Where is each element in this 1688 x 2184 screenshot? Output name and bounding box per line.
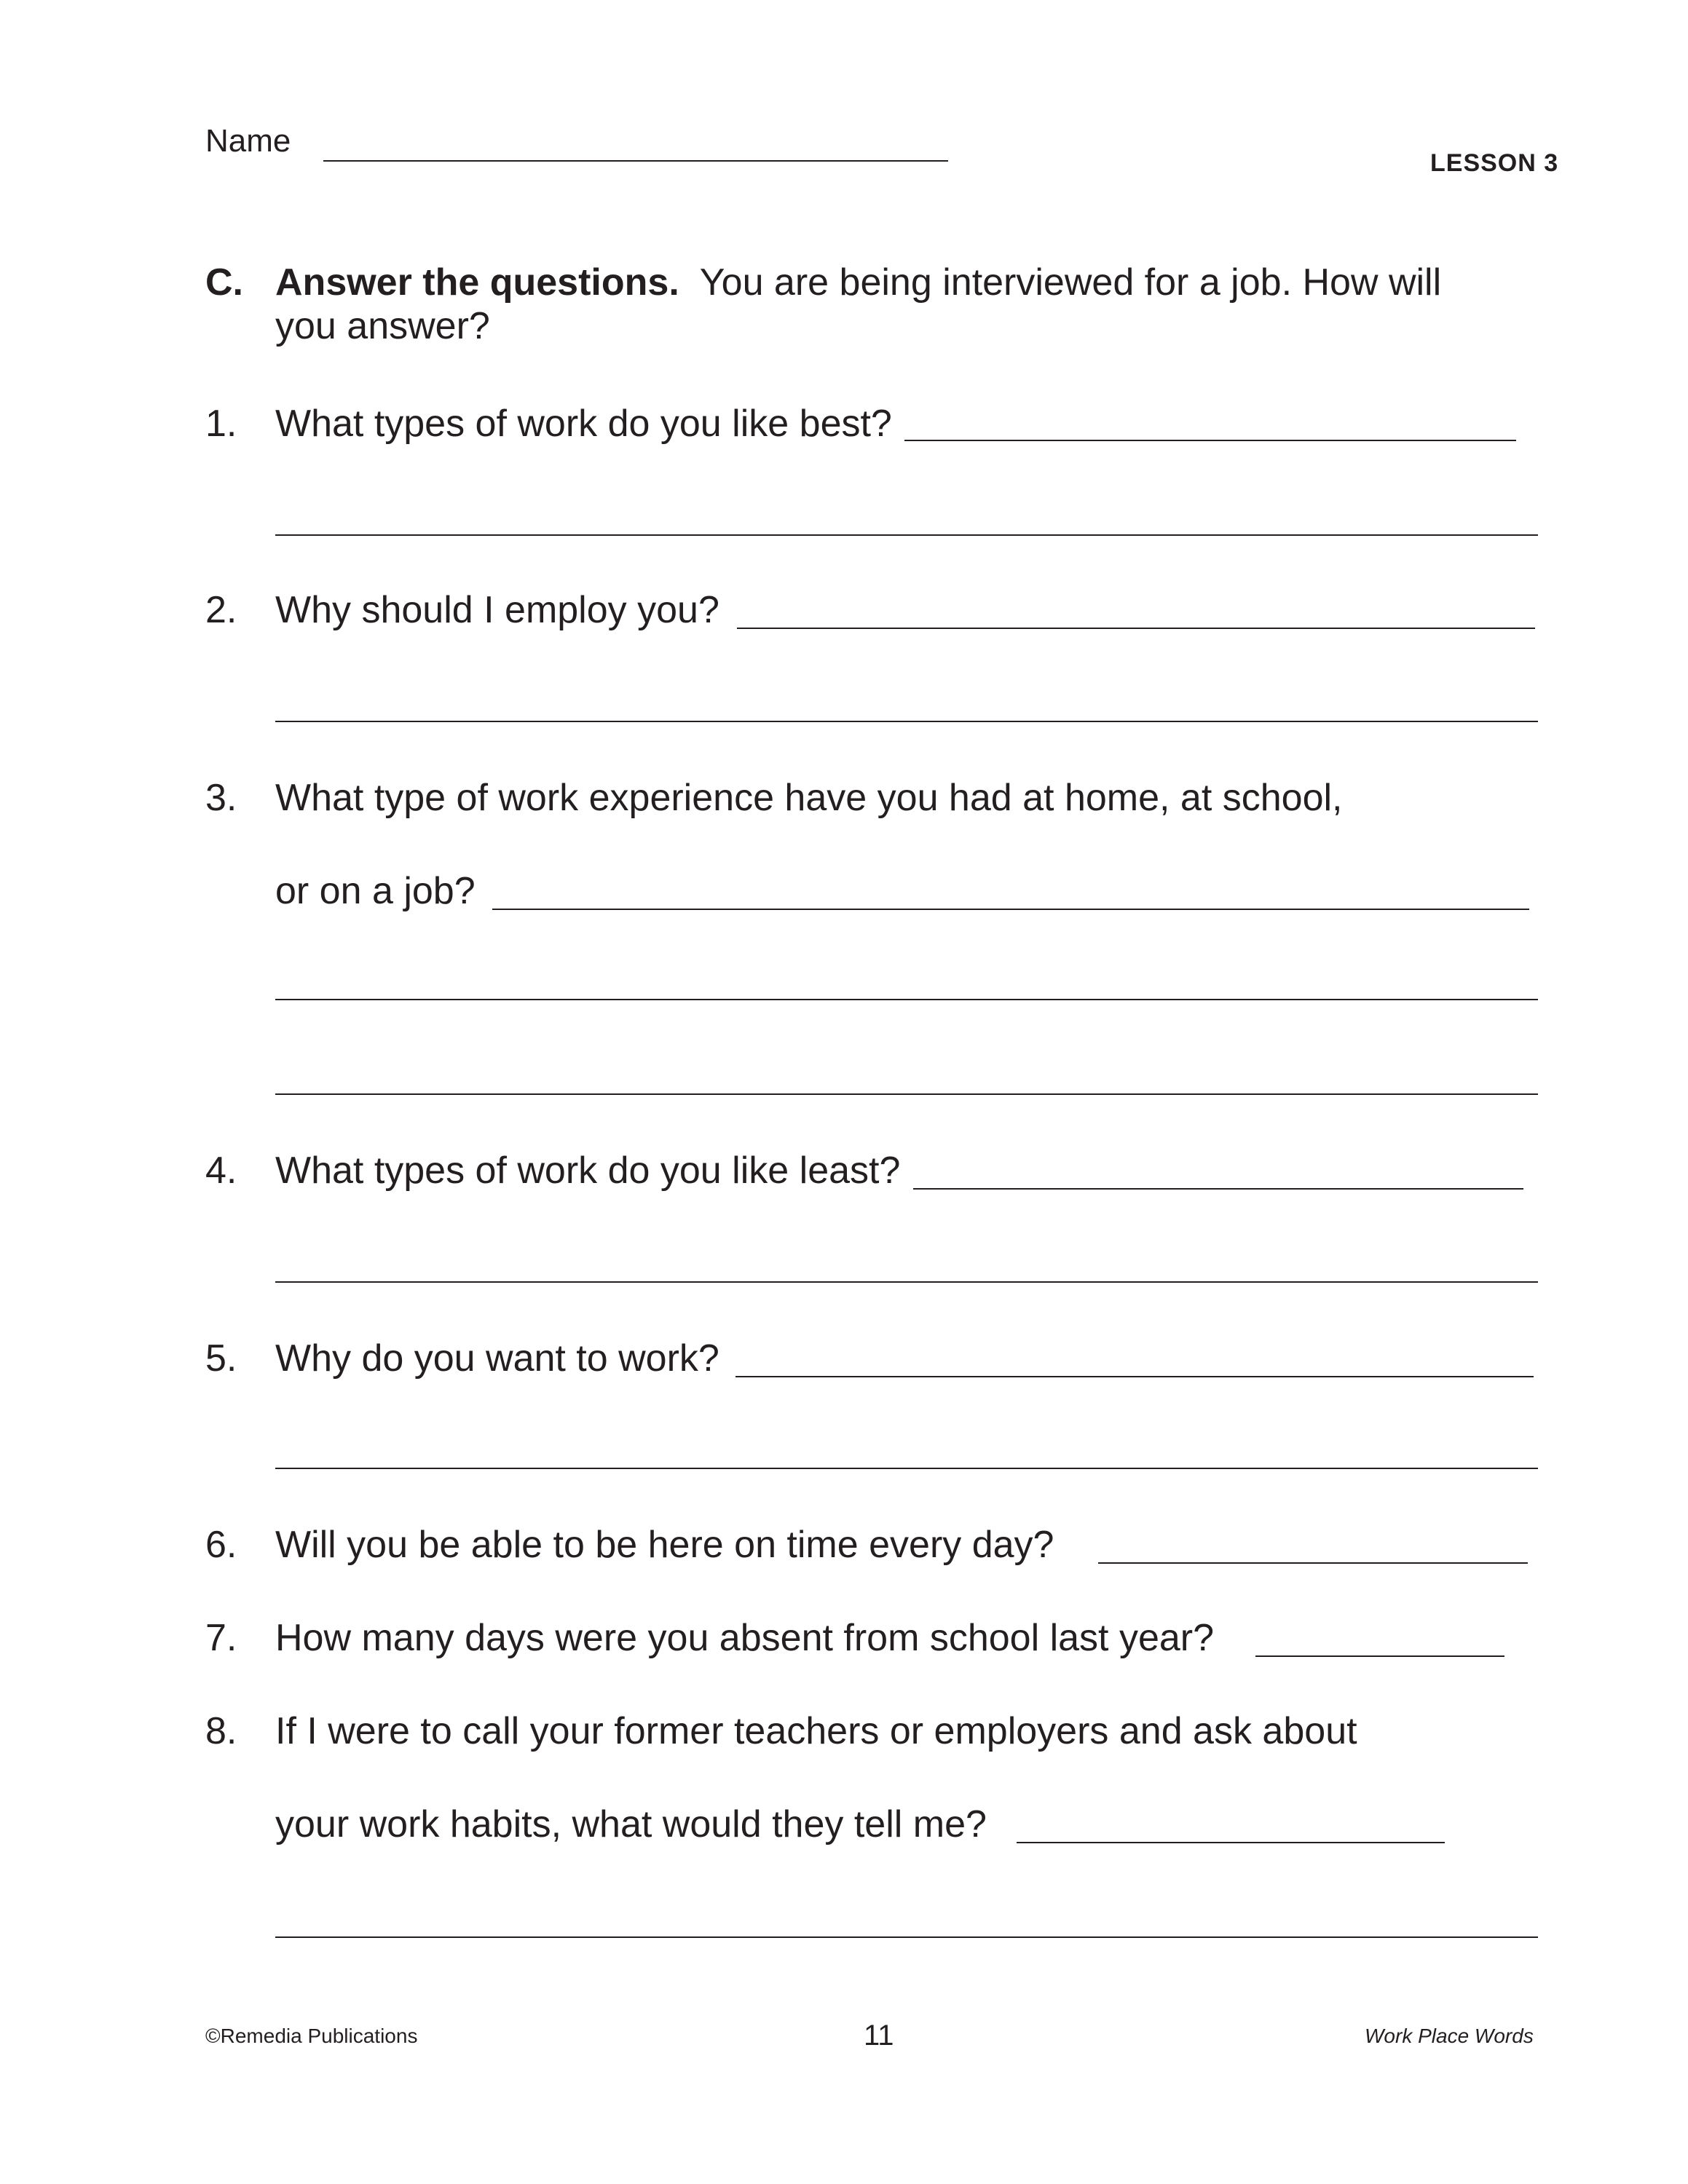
answer-line[interactable] (275, 999, 1538, 1000)
answer-line[interactable] (492, 909, 1529, 910)
question-4-text: What types of work do you like least? (275, 1150, 901, 1192)
name-field-line[interactable] (323, 160, 948, 162)
question-6-text: Will you be able to be here on time every day? (275, 1524, 1054, 1566)
answer-line[interactable] (275, 1468, 1538, 1469)
question-3-text-line2: or on a job? (275, 870, 476, 912)
answer-line[interactable] (275, 1093, 1538, 1095)
answer-line[interactable] (913, 1188, 1523, 1190)
question-2-text: Why should I employ you? (275, 589, 719, 631)
instructions (275, 261, 1470, 348)
answer-line[interactable] (1098, 1562, 1528, 1564)
question-8-text-line2: your work habits, what would they tell me? (275, 1803, 987, 1845)
question-2-number: 2. (205, 589, 237, 631)
footer-book-title: Work Place Words (1365, 2025, 1534, 2047)
question-8-number: 8. (205, 1710, 237, 1752)
lesson-label: LESSON 3 (1430, 149, 1559, 177)
question-3-number: 3. (205, 777, 237, 819)
question-8-text-line1: If I were to call your former teachers or employers and ask about (275, 1710, 1357, 1752)
question-3-text-line1: What type of work experience have you had at home, at school, (275, 777, 1343, 819)
question-5-text: Why do you want to work? (275, 1337, 719, 1380)
answer-line[interactable] (1017, 1842, 1445, 1843)
question-7-text: How many days were you absent from school last year? (275, 1617, 1215, 1659)
answer-line[interactable] (737, 628, 1535, 629)
question-7-number: 7. (205, 1617, 237, 1659)
question-1-number: 1. (205, 403, 237, 445)
question-5-number: 5. (205, 1337, 237, 1380)
instructions-prompt: You are being interviewed for a job. How will you answer? (275, 261, 1442, 347)
answer-line[interactable] (904, 440, 1516, 441)
instructions-heading: Answer the questions. (275, 261, 679, 304)
answer-line[interactable] (735, 1376, 1534, 1377)
answer-line[interactable] (275, 534, 1538, 536)
answer-line[interactable] (1255, 1655, 1504, 1657)
name-label: Name (205, 123, 291, 159)
question-4-number: 4. (205, 1150, 237, 1192)
answer-line[interactable] (275, 1936, 1538, 1938)
footer-page-number: 11 (864, 2019, 894, 2052)
question-6-number: 6. (205, 1524, 237, 1566)
answer-line[interactable] (275, 721, 1538, 722)
section-letter: C. (205, 261, 243, 304)
question-1-text: What types of work do you like best? (275, 403, 892, 445)
footer-copyright: ©Remedia Publications (205, 2025, 418, 2047)
answer-line[interactable] (275, 1281, 1538, 1283)
